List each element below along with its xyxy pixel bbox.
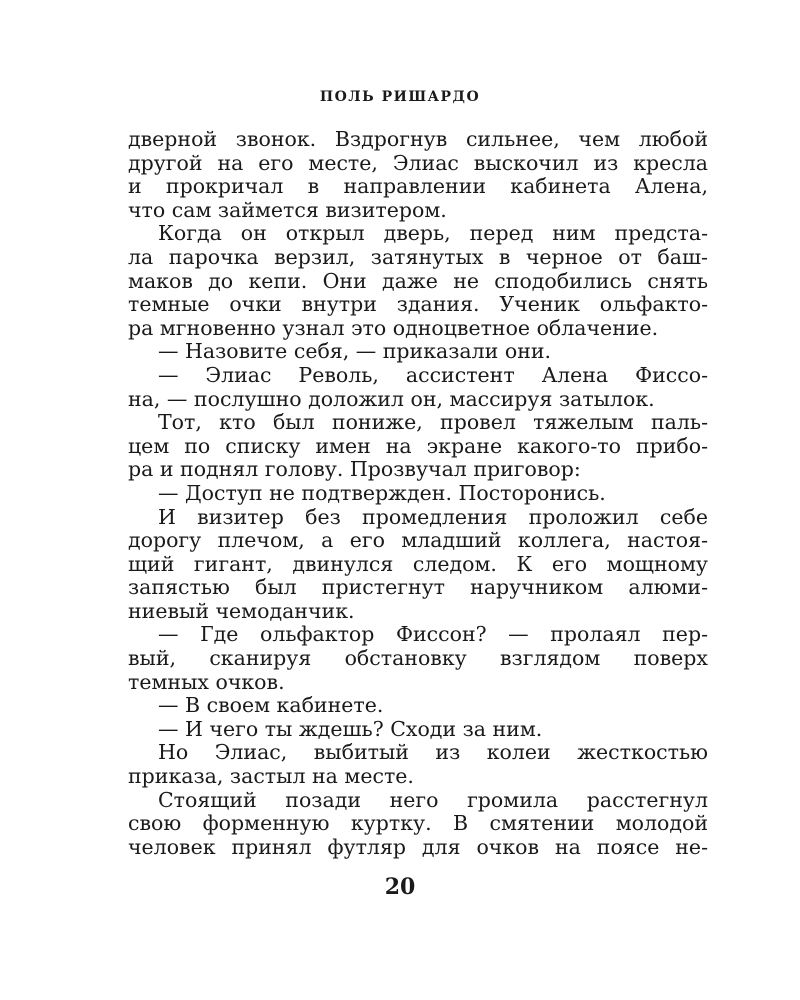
text-line: человек принял футляр для очков на поясе не- bbox=[128, 835, 708, 859]
text-line: — Где ольфактор Фиссон? — пролаял пер- bbox=[158, 623, 708, 647]
text-line: — Доступ не подтвержден. Посторонись. bbox=[158, 481, 606, 505]
text-line: дверной звонок. Вздрогнув сильнее, чем любой bbox=[128, 128, 708, 151]
running-head: ПОЛЬ РИШАРДО bbox=[319, 89, 481, 105]
text-line: — И чего ты ждешь? Сходи за ним. bbox=[158, 717, 543, 741]
text-line: щий гигант, двинулся следом. К его мощному bbox=[128, 552, 708, 576]
text-line: ра мгновенно узнал это одноцветное облачение. bbox=[128, 316, 659, 340]
text-line: запястью был пристегнут наручником алюми- bbox=[128, 576, 708, 600]
text-line: ра и поднял голову. Прозвучал приговор: bbox=[128, 458, 581, 482]
text-line: темные очки внутри здания. Ученик ольфакто- bbox=[128, 293, 708, 317]
text-line: другой на его месте, Элиас выскочил из кресла bbox=[128, 151, 708, 175]
text-line: и прокричал в направлении кабинета Алена, bbox=[128, 175, 708, 199]
text-line: Когда он открыл дверь, перед ним предста- bbox=[158, 222, 708, 246]
text-line: темных очков. bbox=[128, 670, 285, 694]
text-line: вый, сканируя обстановку взглядом поверх bbox=[128, 647, 708, 671]
text-line: на, — послушно доложил он, массируя затылок. bbox=[128, 387, 655, 411]
text-line: И визитер без промедления проложил себе bbox=[158, 505, 708, 529]
text-line: ниевый чемоданчик. bbox=[128, 599, 355, 623]
text-line: свою форменную куртку. В смятении молодой bbox=[128, 812, 708, 836]
text-line: что сам займется визитером. bbox=[128, 198, 447, 222]
page-number: 20 bbox=[384, 874, 416, 900]
text-line: цем по списку имен на экране какого-то прибо- bbox=[128, 434, 708, 458]
text-line: дорогу плечом, а его младший коллега, настоя- bbox=[128, 529, 708, 553]
text-line: Но Элиас, выбитый из колеи жесткостью bbox=[158, 741, 708, 765]
text-line: маков до кепи. Они даже не сподобились снять bbox=[128, 269, 708, 293]
text-line: — Назовите себя, — приказали они. bbox=[158, 340, 552, 364]
text-line: — Элиас Револь, ассистент Алена Фиссо- bbox=[158, 363, 708, 387]
text-line: ла парочка верзил, затянутых в черное от баш- bbox=[128, 245, 708, 269]
text-line: Стоящий позади него громила расстегнул bbox=[158, 788, 708, 812]
text-line: — В своем кабинете. bbox=[158, 694, 384, 718]
text-line: приказа, застыл на месте. bbox=[128, 765, 414, 789]
text-line: Тот, кто был пониже, провел тяжелым паль- bbox=[158, 411, 708, 435]
body-text bbox=[128, 128, 708, 859]
